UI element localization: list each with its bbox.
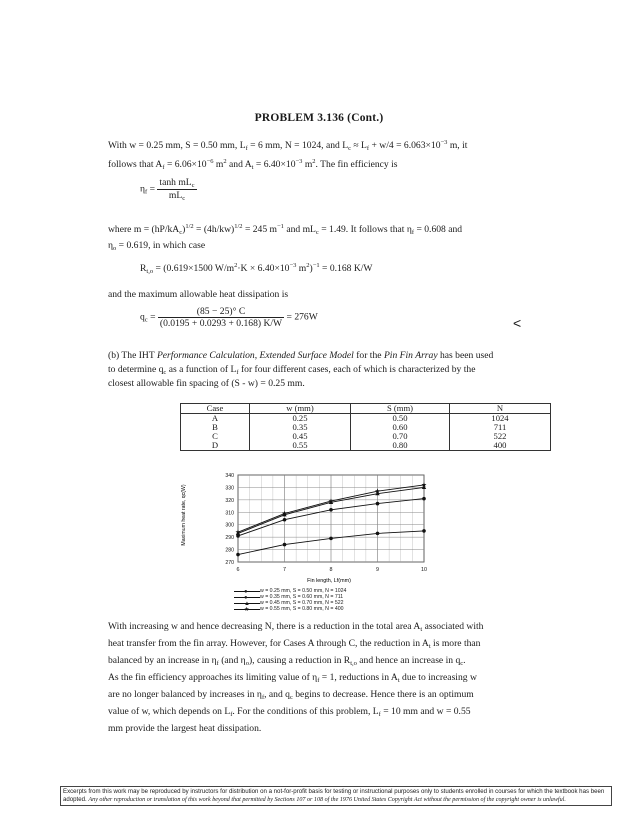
fin-efficiency-equation: $\eta_f$ = $\frac{\tanh mL_c}{mL_c}$ <box>140 177 195 202</box>
x-tick-label: 6 <box>236 567 240 573</box>
y-tick-label: 300 <box>225 522 234 529</box>
copyright-footer: Excerpts from this work may be reproduced by instructors for distribution on a not-for-profit basis for testing or instructional purposes only to students enrolled in courses for which the textbook has been adopted. Any other reproduction or translation of this work beyond that permitted by Sections 107 or 108 of the 1976 United States Copyright Act without the permission of the copyright owner is unlawful. <box>60 786 612 806</box>
table-cell: 0.80 <box>351 441 450 451</box>
text-line-5: $\eta_o = 0.619$, in which case <box>108 240 206 252</box>
heat-dissipation-equation: $q_c$ = $\frac{(85 - 25)^\circ C}{(0.0195 + 0.0293 + 0.168) K/W}$ = 276W <box>140 306 318 329</box>
text-para-2: heat transfer from the fin array. However, for Cases A through C, the reduction in $A_t$ is more than <box>108 638 481 650</box>
table-cell: 400 <box>450 441 551 451</box>
heat-rate-chart <box>178 470 438 588</box>
data-point <box>283 543 287 547</box>
text-para-5: are no longer balanced by increases in $\eta_f$, and $q_c$ begins to decrease. Hence there is an optimum <box>108 689 474 701</box>
cases-table <box>180 403 551 451</box>
x-tick-label: 9 <box>376 567 379 573</box>
y-tick-label: 320 <box>225 497 234 504</box>
legend-item: ▲ w = 0.45 mm, S = 0.70 mm, N = 522 <box>234 600 346 606</box>
x-tick-label: 7 <box>283 567 286 573</box>
table-cell: 1024 <box>450 414 551 424</box>
text-line-11: closest allowable fin spacing of (S - w) = 0.25 mm. <box>108 378 305 389</box>
y-tick-label: 270 <box>225 560 234 566</box>
text-line-1: With w = 0.25 mm, S = 0.50 mm, $L_f = 6$ mm, N = 1024, and $L_c \approx L_f + w/4 = 6.063\times 10^{-3}$ m, it <box>108 139 468 152</box>
table-cell: 711 <box>450 423 551 432</box>
chart-xlabel: Fin length, Lf(mm) <box>307 578 351 584</box>
x-tick-label: 10 <box>421 567 427 573</box>
table-cell: 0.60 <box>351 423 450 432</box>
data-point <box>422 529 426 533</box>
table-cell: 522 <box>450 432 551 441</box>
data-point <box>376 502 380 506</box>
data-point <box>283 518 287 522</box>
table-cell: 0.35 <box>250 423 351 432</box>
table-cell: 0.50 <box>351 414 450 424</box>
legend-item: ● w = 0.35 mm, S = 0.60 mm, N = 711 <box>234 594 346 600</box>
text-para-1: With increasing w and hence decreasing N, there is a reduction in the total area $A_t$ associated with <box>108 621 484 633</box>
table-cell: 0.70 <box>351 432 450 441</box>
table-cell: D <box>181 441 250 451</box>
table-header: w (mm) <box>250 404 351 414</box>
y-tick-label: 330 <box>225 485 234 492</box>
y-tick-label: 340 <box>225 473 234 479</box>
text-para-3: balanced by an increase in $\eta_f$ (and $\eta_o$), causing a reduction in $R_{t,o}$ and hence an increase in $q_c$. <box>108 655 466 667</box>
legend-item: ● w = 0.25 mm, S = 0.50 mm, N = 1024 <box>234 588 346 594</box>
problem-title: PROBLEM 3.136 (Cont.) <box>254 112 384 124</box>
table-cell: B <box>181 423 250 432</box>
text-para-6: value of w, which depends on $L_f$. For the conditions of this problem, $L_f = 10$ mm and w = 0.55 <box>108 706 471 718</box>
data-point <box>376 532 380 536</box>
table-header: Case <box>181 404 250 414</box>
table-header: S (mm) <box>351 404 450 414</box>
data-point <box>329 508 333 512</box>
text-line-2: follows that $A_f = 6.06\times 10^{-6}$ $m^2$ and $A_t = 6.40\times 10^{-3}$ $m^2$. The fin efficiency is <box>108 158 398 171</box>
chart-ylabel: Maximum heat rate, qc(W) <box>181 484 187 546</box>
table-cell: 0.45 <box>250 432 351 441</box>
y-tick-label: 310 <box>225 510 234 517</box>
resistance-equation: $R_{t,o} = (0.619\times 1500$ $W/m^2\cdot K \times 6.40\times 10^{-3}$ $m^2)^{-1} = 0.168$ K/W <box>140 262 373 275</box>
table-cell: A <box>181 414 250 424</box>
answer-marker: < <box>513 315 522 331</box>
table-header: N <box>450 404 551 414</box>
text-line-4: where $m = (hP/kA_c)^{1/2} = (4h/kw)^{1/2} = 245$ $m^{-1}$ and $mL_c = 1.49$. It follows that $\eta_f = 0.608$ and <box>108 223 463 236</box>
x-tick-label: 8 <box>329 567 333 573</box>
text-line-9: (b) The IHT Performance Calculation, Extended Surface Model for the Pin Fin Array has been used <box>108 350 494 361</box>
table-cell: C <box>181 432 250 441</box>
data-point <box>329 537 333 541</box>
data-point <box>236 553 240 557</box>
data-point <box>422 497 426 501</box>
legend-item: ★ w = 0.55 mm, S = 0.80 mm, N = 400 <box>234 606 346 612</box>
table-cell: 0.25 <box>250 414 351 424</box>
chart-legend <box>234 588 346 612</box>
text-line-7: and the maximum allowable heat dissipation is <box>108 289 289 300</box>
text-para-7: mm provide the largest heat dissipation. <box>108 723 262 734</box>
text-line-10: to determine $q_c$ as a function of $L_f$ for four different cases, each of which is characterized by the <box>108 364 476 376</box>
y-tick-label: 290 <box>225 535 234 542</box>
table-row <box>181 441 551 451</box>
text-para-4: As the fin efficiency approaches its limiting value of $\eta_f = 1$, reductions in $A_t$ due to increasing w <box>108 672 477 684</box>
y-tick-label: 280 <box>225 547 234 554</box>
table-cell: 0.55 <box>250 441 351 451</box>
